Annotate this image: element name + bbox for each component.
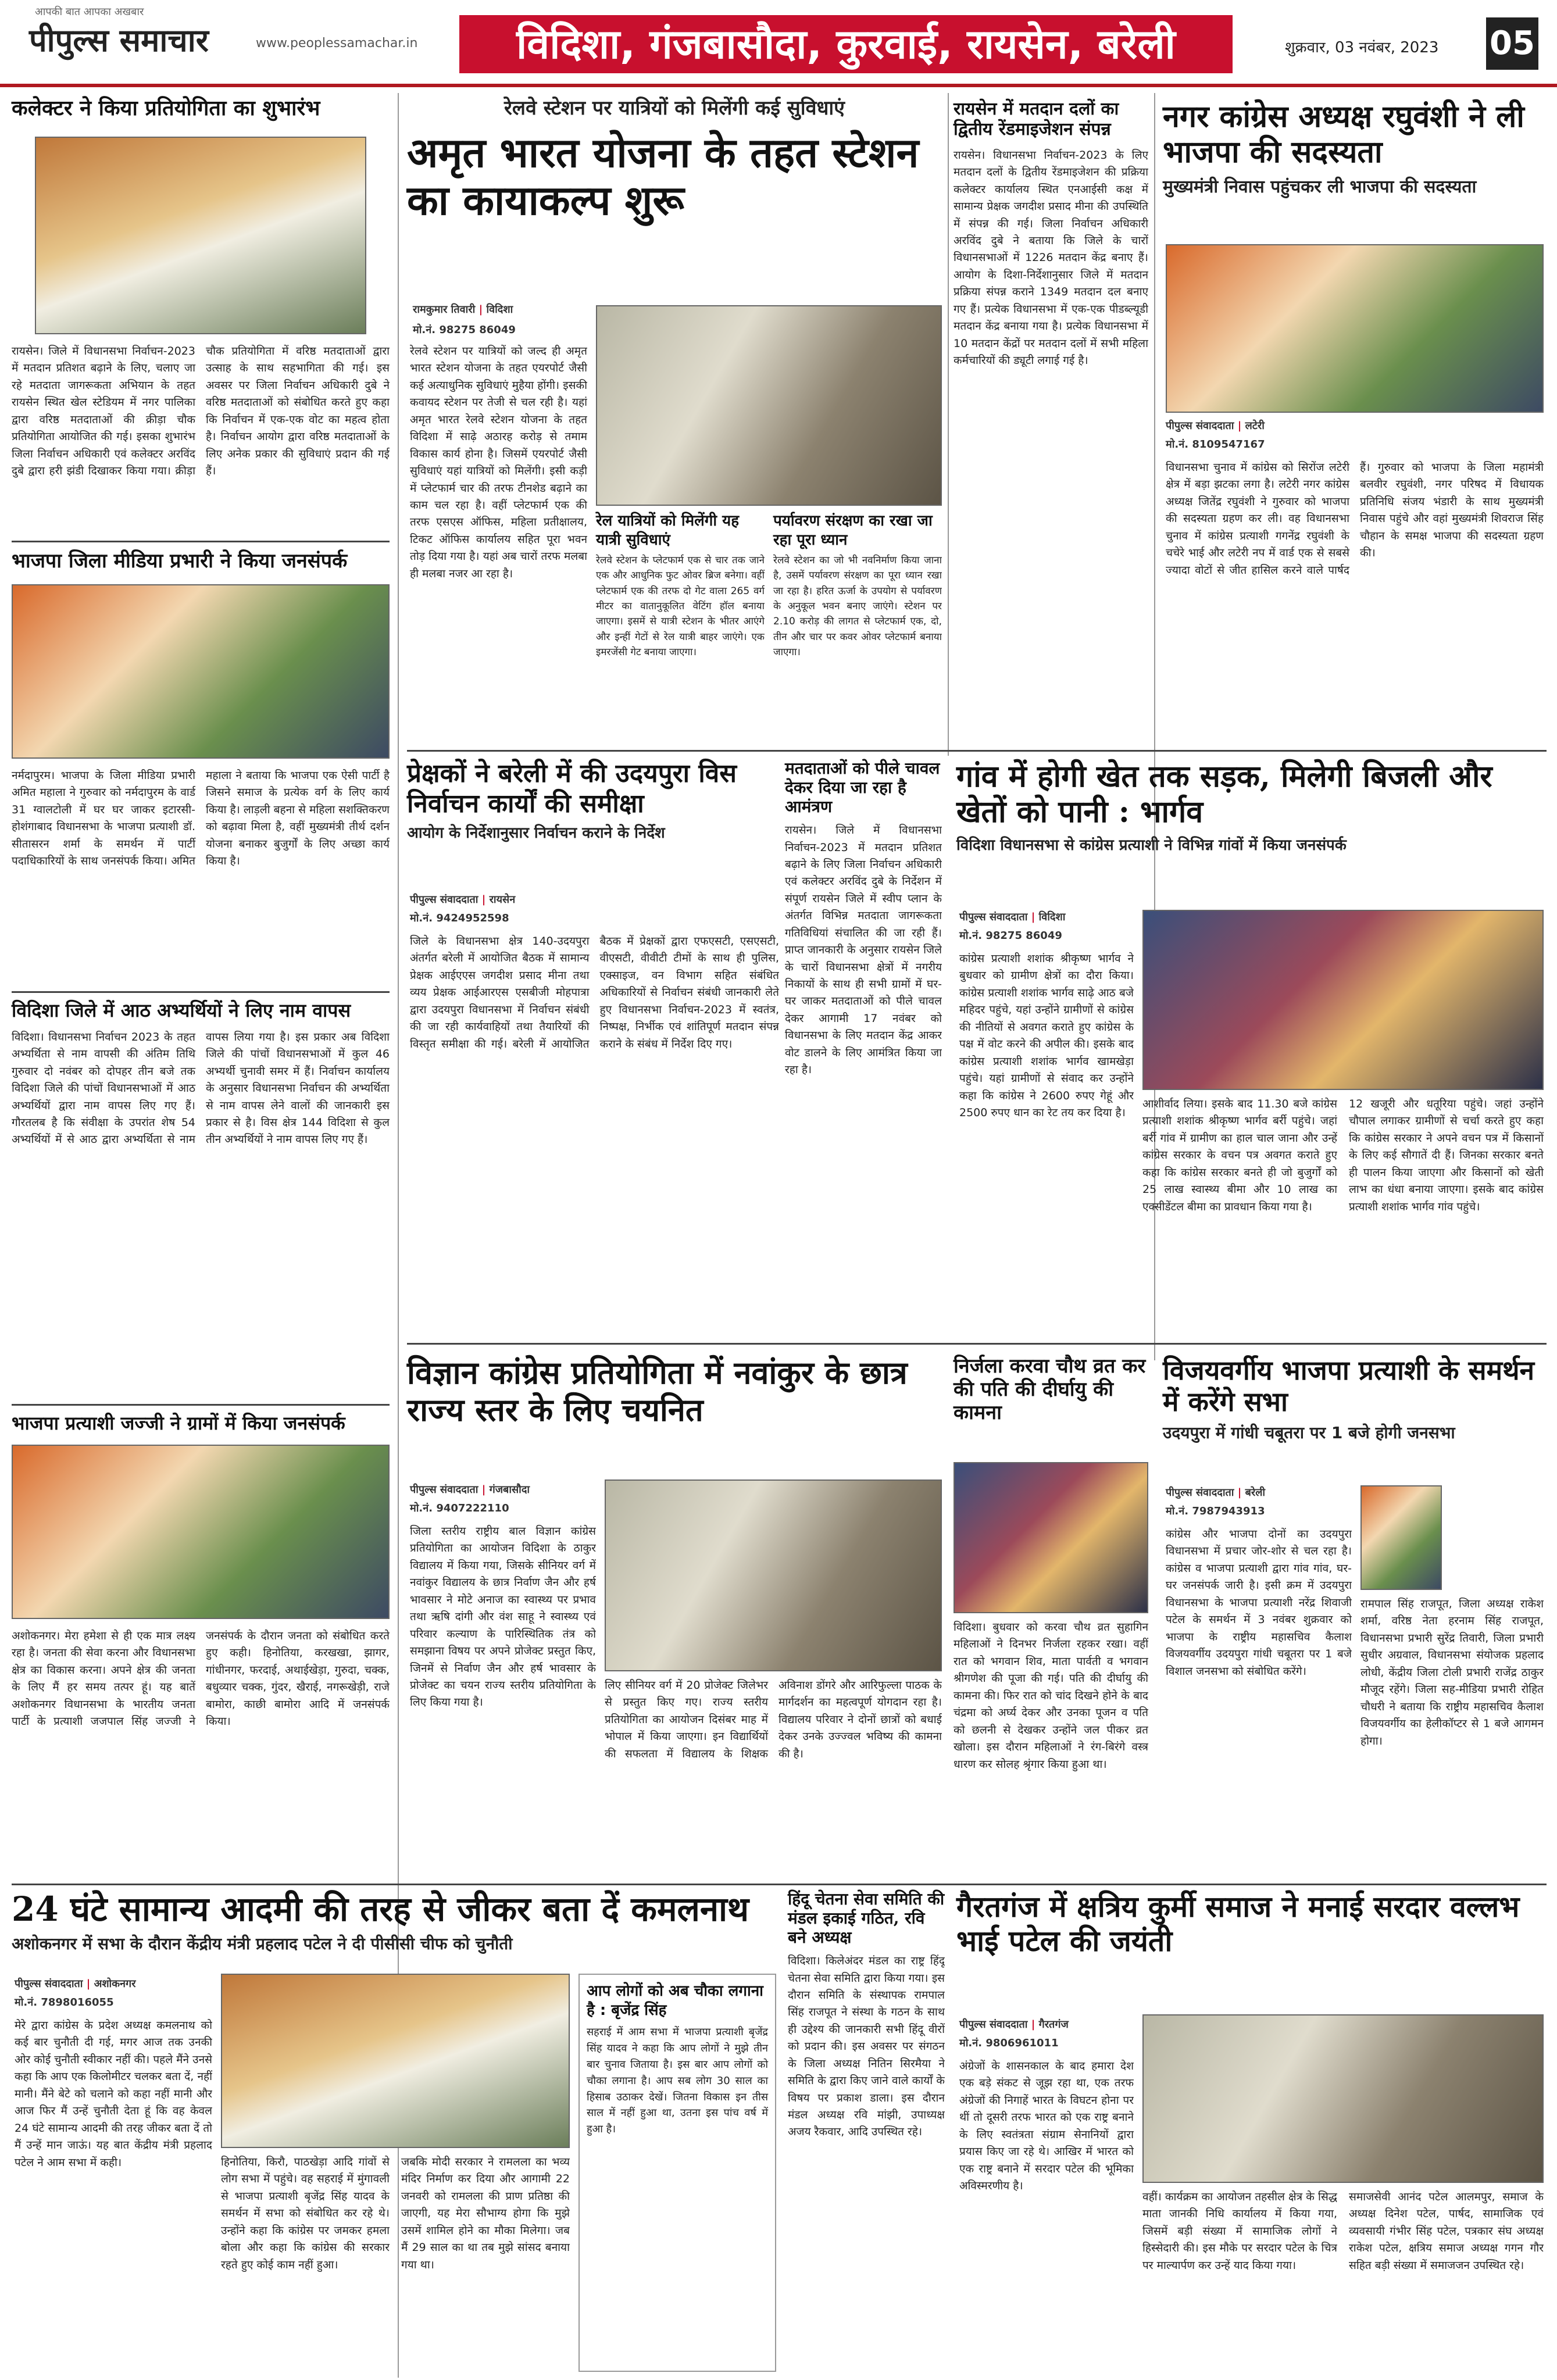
byline: पीपुल्स संवाददाता | लटेरी bbox=[1166, 420, 1265, 432]
article-kamalnath-challenge[interactable] bbox=[12, 1889, 779, 1954]
divider bbox=[407, 750, 1547, 752]
article-candidates-withdraw[interactable] bbox=[12, 1000, 390, 1401]
author-name: पीपुल्स संवाददाता bbox=[959, 911, 1028, 923]
mobile-number: मो.नं. 7898016055 bbox=[15, 1996, 114, 2009]
article-body: अंग्रेजों के शासनकाल के बाद हमारा देश एक बड़े संकट से जूझ रहा था, एक तरफ अंग्रेजों की निगाहें भारत के विघटन होना पर थीं तो दूसरी तरफ भारत को एक राष्ट्र बनाने के लिए स्वतंत्रता संग्राम सेनानियों द्वारा प्रयास किए जा रहे थे। आखिर में भारत को एक राष्ट्र बनाने में सरदार पटेल की भूमिका अविस्मरणीय है। bbox=[959, 2060, 1134, 2193]
article-body-continued: रामपाल सिंह राजपूत, जिला अध्यक्ष राकेश शर्मा, वरिष्ठ नेता हरनाम सिंह राजपूत, विधानसभा प्रभारी सुरेंद्र तिवारी, जिला प्रभारी सुधीर अग्रवाल, विधानसभा संयोजक प्रहलाद लोधी, केंद्रीय जिला टोली प्रभारी राजेंद्र ठाकुर मौजूद रहेंगे। जिला सह-मीडिया प्रभारी रोहित चौधरी ने बताया कि राष्ट्रीय महासचिव कैलाश विजयवर्गीय का हेलीकॉप्टर से 1 बजे आगमन होगा। bbox=[1360, 1598, 1544, 1748]
article-title[interactable]: विज्ञान कांग्रेस प्रतियोगिता में नवांकुर के छात्र राज्य स्तर के लिए चयनित bbox=[407, 1354, 908, 1428]
article-body: विदिशा। बुधवार को करवा चौथ व्रत सुहागिन महिलाओं ने दिनभर निर्जला रहकर रखा। वहीं रात को भगवान शिव, माता पार्वती व भगवान श्रीगणेश की पूजा की गई। पति की दीर्घायु की कामना की। फिर रात को चांद दिखने होने के बाद चंद्रमा को अर्घ्य देकर और उनका पूजन व पति को छलनी से देखकर उन्होंने जल पीकर व्रत खोला। इस दौरान महिलाओं ने रंग-बिरंगे वस्त्र धारण कर सोलह श्रृंगार किया हुआ था। bbox=[954, 1621, 1148, 1771]
article-body: रायसेन। जिले में विधानसभा निर्वाचन-2023 में मतदान प्रतिशत बढ़ाने के लिए, चलाए जा रहे मतदाता जागरूकता अभियान के तहत रायसेन स्थित खेल स्टेडियम में नगर पालिका द्वारा वरिष्ठ मतदाताओं की क्रीड़ा चौक प्रतियोगिता आयोजित की गई। इसका शुभारंभ जिला निर्वाचन अधिकारी एवं कलेक्टर अरविंद दुबे द्वारा हरी झंडी दिखाकर किया गया। क्रीड़ा चौक प्रतियोगिता में वरिष्ठ मतदाताओं द्वारा उत्साह के साथ सहभागिता की गई। इस अवसर पर जिला निर्वाचन अधिकारी दुबे ने वरिष्ठ मतदाताओं को संबोधित करते हुए कहा कि निर्वाचन में एक-एक वोट का महत्व होता है। निर्वाचन आयोग द्वारा वरिष्ठ मतदाताओं के लिए अनेक प्रकार की सुविधाएं प्रदान की गई हैं। bbox=[12, 345, 390, 478]
byline: पीपुल्स संवाददाता | गंजबासौदा bbox=[410, 1484, 530, 1496]
article-title[interactable]: प्रेक्षकों ने बरेली में की उदयपुरा विस निर्वाचन कार्यों की समीक्षा bbox=[407, 759, 737, 819]
photo bbox=[1142, 910, 1544, 1090]
photo bbox=[605, 1480, 942, 1671]
article-title[interactable]: विजयवर्गीय भाजपा प्रत्याशी के समर्थन में करेंगे सभा bbox=[1163, 1355, 1535, 1418]
article-subtitle: अशोकनगर में सभा के दौरान केंद्रीय मंत्री प्रहलाद पटेल ने दी पीसीसी चीफ को चुनौती bbox=[12, 1934, 513, 1954]
article-body: विधानसभा चुनाव में कांग्रेस को सिरोंज लटेरी क्षेत्र में बड़ा झटका लगा है। लटेरी नगर कांग्रेस अध्यक्ष जितेंद्र रघुवंशी ने गुरुवार को भाजपा की सदस्यता ग्रहण कर ली। वह विधानसभा चुनाव में कांग्रेस प्रत्याशी गगनेंद्र रघुवंशी के चचेरे भाई और लटेरी नप में वार्ड एक से सबसे ज्यादा वोटों से जीत हासिल करने वाले पार्षद हैं। गुरुवार को भाजपा के जिला महामंत्री बलवीर रघुवंशी, नगर परिषद में विधायक प्रतिनिधि संजय भंडारी के साथ मुख्यमंत्री निवास पहुंचे और वहां मुख्यमंत्री शिवराज सिंह चौहान के समक्ष भाजपा की सदस्यता ग्रहण की। bbox=[1166, 461, 1544, 577]
dateline-place: अशोकनगर bbox=[94, 1978, 136, 1990]
sidebar-body: सहराई में आम सभा में भाजपा प्रत्याशी बृजेंद्र सिंह यादव ने कहा कि आप लोगों ने मुझे तीन बार चुनाव जिताया है। इस बार आप लोगों को चौका लगाना है। आप सब लोग 30 साल का हिसाब उठाकर देखें। जितना विकास इन तीस साल में नहीं हुआ था, उतना इस पांच वर्ष में हुआ है। bbox=[587, 2026, 768, 2136]
dateline-place: विदिशा bbox=[1038, 911, 1066, 923]
article-title[interactable]: नगर कांग्रेस अध्यक्ष रघुवंशी ने ली भाजपा की सदस्यता bbox=[1163, 99, 1524, 170]
article-body: रायसेन। विधानसभा निर्वाचन-2023 के लिए मतदान दलों के द्वितीय रेंडमाइजेशन की प्रक्रिया कलेक्टर कार्यालय स्थित एनआईसी कक्ष में सामान्य प्रेक्षक जगदीश प्रसाद मीना की उपस्थिति में संपन्न की गई। जिला निर्वाचन अधिकारी अरविंद दुबे ने बताया कि जिले के चारों विधानसभाओं में 1226 मतदान केंद्र बनाए हैं। आयोग के दिशा-निर्देशानुसार जिले में मतदान प्रक्रिया संपन्न कराने 1349 मतदान दल बनाए गए हैं। प्रत्येक विधानसभा में एक-एक पीडब्ल्यूडी मतदान केंद्र बनाया गया है। प्रत्येक विधानसभा में 10 मतदान केंद्रों पर मतदान दलों में सभी महिला कर्मचारियों की ड्यूटी लगाई गई है। bbox=[954, 148, 1148, 367]
photo bbox=[954, 1462, 1148, 1613]
portrait-photo bbox=[1360, 1485, 1442, 1590]
photo bbox=[221, 1974, 570, 2148]
article-body: अशोकनगर। मेरा हमेशा से ही एक मात्र लक्ष्य रहा है। जनता की सेवा करना और विधानसभा क्षेत्र का विकास करना। अपने क्षेत्र की जनता के लिए मैं हर समय तत्पर हूं। यह बातें अशोकनगर विधानसभा के भारतीय जनता पार्टी के प्रत्याशी जजपाल सिंह जज्जी ने जनसंपर्क के दौरान जनता को संबोधित करते हुए कही। हिनोतिया, करखखा, झागर, गांधीनगर, फरदाई, अथाईखेड़ा, गुरुदा, चक्क, बधुव्यार चक्क, गुंदर, खैराई, नगरूखेड़ी, राजे बामोरा, काछी बामोरा आदि में जनसंपर्क किया। bbox=[12, 1629, 390, 1728]
divider bbox=[12, 991, 390, 993]
dateline-place: रायसेन bbox=[489, 894, 516, 906]
article-body-continued: समाजसेवी आनंद पटेल आलमपुर, समाज के अध्यक्ष दिनेश पटेल, पार्षद, सामाजिक एवं व्यवसायी गंभीर सिंह पटेल, पत्रकार संघ अध्यक्ष राकेश पटेल, क्षत्रिय समाज अध्यक्ष गगन गौर सहित बड़ी संख्या में समाजजन उपस्थित रहे। bbox=[1349, 2190, 1544, 2272]
author-name: रामकुमार तिवारी bbox=[413, 303, 476, 316]
article-randomization[interactable] bbox=[954, 99, 1148, 705]
article-congress-joins-bjp[interactable] bbox=[1163, 99, 1547, 198]
sidebar-title: पर्यावरण संरक्षण का रखा जा रहा पूरा ध्यान bbox=[773, 512, 933, 549]
author-name: पीपुल्स संवाददाता bbox=[1166, 1486, 1234, 1499]
article-title[interactable]: अमृत भारत योजना के तहत स्टेशन का कायाकल्प शुरू bbox=[407, 128, 919, 225]
article-title[interactable]: गैरतगंज में क्षत्रिय कुर्मी समाज ने मनाई सरदार वल्लभ भाई पटेल की जयंती bbox=[956, 1889, 1520, 1958]
photo bbox=[35, 137, 366, 334]
article-body: कांग्रेस प्रत्याशी शशांक श्रीकृष्ण भार्गव ने बुधवार को ग्रामीण क्षेत्रों का दौरा किया। कांग्रेस प्रत्याशी शशांक भार्गव साढ़े आठ बजे महिदर पहुंचे, यहां उन्होंने ग्रामीणों से कांग्रेस की नीतियों से अवगत कराते हुए कांग्रेस के पक्ष में वोट करने की अपील की। इसके बाद कांग्रेस प्रत्याशी शशांक भार्गव खामखेड़ा पहुंचे। यहां ग्रामीणों से संवाद कर उन्होंने कहा कि कांग्रेस ने 2600 रुपए गेहूं और 2500 रुपए धान का रेट तय कर दिया है। bbox=[959, 952, 1134, 1119]
dateline-place: विदिशा bbox=[486, 303, 513, 316]
article-body-continued: वहीं। कार्यक्रम का आयोजन तहसील क्षेत्र के सिद्ध माता जानकी निधि कार्यालय में किया गया, जिसमें बड़ी संख्या में सामाजिक लोगों ने हिस्सेदारी की। इस मौके पर सरदार पटेल के चित्र पर माल्यार्पण कर उन्हें याद किया गया। bbox=[1142, 2190, 1337, 2272]
article-karva-chauth[interactable] bbox=[954, 1355, 1148, 1771]
author-name: पीपुल्स संवाददाता bbox=[410, 894, 478, 906]
article-body: रेलवे स्टेशन पर यात्रियों को जल्द ही अमृत भारत स्टेशन योजना के तहत एयरपोर्ट जैसी कई अत्याधुनिक सुविधाएं मुहैया होंगी। इसकी कवायद स्टेशन पर तेजी से चल रही है। यहां अमृत भारत रेलवे स्टेशन योजना के तहत विदिशा में साढ़े अठारह करोड़ से तमाम विकास कार्य होना है। जिसमें एयरपोर्ट जैसी सुविधाएं यहां यात्रियों को मिलेंगी। इसी कड़ी में प्लेटफार्म चार की तरफ टीनशेड बढ़ाने का काम चल रहा है। वहीं प्लेटफार्म एक की तरफ एसएस ऑफिस, महिला प्रतीक्षालय, टिकट ऑफिस कार्यालय सहित पूरा भवन तोड़ दिया गया है। यहां अब चारों तरफ मलबा ही मलबा नजर आ रहा है। bbox=[410, 345, 587, 580]
photo bbox=[12, 1445, 390, 1619]
divider bbox=[12, 1884, 1547, 1885]
sidebar-facilities bbox=[596, 512, 765, 727]
article-bjp-media[interactable] bbox=[12, 549, 390, 868]
sidebar-body: रेलवे स्टेशन के प्लेटफार्म एक से चार तक जाने एक और आधुनिक फुट ओवर ब्रिज बनेगा। वहीं प्लेटफार्म एक की तरफ दो गेट वाला 265 वर्ग मीटर का वातानुकूलित वेटिंग हॉल बनाया जाएगा। इसमें से यात्री स्टेशन के भीतर आएंगे और इन्हीं गेटों से रेल यात्री बाहर जाएंगे। एक इमरजेंसी गेट बनाया जाएगा। bbox=[596, 555, 765, 659]
article-body-continued: लिए सीनियर वर्ग में 20 प्रोजेक्ट जिलेभर से प्रस्तुत किए गए। राज्य स्तरीय प्रतियोगिता का आयोजन दिसंबर माह में भोपाल में किया जाएगा। इन विद्यार्थियों की सफलता में विद्यालय के शिक्षक अविनाश डोंगरे और आरिफुल्ला पाठक के मार्गदर्शन का महत्वपूर्ण योगदान रहा है। विद्यालय परिवार ने दोनों छात्रों को बधाई देकर उनके उज्ज्वल भविष्य की कामना की है। bbox=[605, 1679, 942, 1760]
mobile-number: मो.नं. 98275 86049 bbox=[959, 930, 1062, 942]
mobile-number: मो.नं. 9806961011 bbox=[959, 2037, 1059, 2049]
byline: पीपुल्स संवाददाता | विदिशा bbox=[959, 911, 1066, 923]
article-hindu-chetna[interactable] bbox=[788, 1889, 945, 2325]
article-railway-station[interactable] bbox=[407, 96, 942, 225]
article-title[interactable]: विदिशा जिले में आठ अभ्यर्थियों ने लिए नाम वापस bbox=[12, 999, 351, 1021]
photo bbox=[1142, 2014, 1544, 2183]
article-patel-jayanti[interactable] bbox=[956, 1889, 1547, 1958]
article-vijayvargiya-rally[interactable] bbox=[1163, 1355, 1547, 1443]
article-title[interactable]: भाजपा जिला मीडिया प्रभारी ने किया जनसंपर्क bbox=[12, 549, 348, 573]
article-kicker: रेलवे स्टेशन पर यात्रियों को मिलेंगी कई सुविधाएं bbox=[504, 97, 845, 120]
divider bbox=[407, 1343, 1547, 1345]
article-observers-review[interactable] bbox=[407, 759, 773, 842]
article-subtitle: मुख्यमंत्री निवास पहुंचकर ली भाजपा की सदस्यता bbox=[1163, 176, 1477, 197]
divider bbox=[12, 541, 390, 542]
article-body: जिला स्तरीय राष्ट्रीय बाल विज्ञान कांग्रेस प्रतियोगिता का आयोजन विदिशा के ठाकुर विद्यालय में किया गया, जिसके सीनियर वर्ग में नवांकुर विद्यालय के छात्र निर्वाण जैन और हर्ष भावसार ने मोटे अनाज का स्वास्थ्य पर प्रभाव तथा ऋषि दांगी और वंश साहू ने स्वास्थ्य एवं परिवार कल्याण के पारिस्थितिक तंत्र को समझाना विषय पर अपने प्रोजेक्ट प्रस्तुत किए, जिनमें से निर्वाण जैन और हर्ष भावसार के प्रोजेक्ट का चयन राज्य स्तरीय प्रतियोगिता के लिए किया गया है। bbox=[410, 1525, 596, 1709]
article-subtitle: उदयपुरा में गांधी चबूतरा पर 1 बजे होगी जनसभा bbox=[1163, 1423, 1455, 1442]
article-title[interactable]: कलेक्टर ने किया प्रतियोगिता का शुभारंभ bbox=[12, 96, 320, 120]
dateline-place: गंजबासौदा bbox=[489, 1484, 530, 1496]
sidebar-body: रेलवे स्टेशन का जो भी नवनिर्माण किया जाना है, उसमें पर्यावरण संरक्षण का पूरा ध्यान रखा जा रहा है। हरित ऊर्जा के उपयोग से पर्यावरण के अनुकूल भवन बनाए जाएंगे। स्टेशन पर 2.10 करोड़ की लागत से प्लेटफार्म एक, दो, तीन और चार पर कवर ओवर प्लेटफार्म बनाया जाएगा। bbox=[773, 555, 942, 659]
article-body: कांग्रेस और भाजपा दोनों का उदयपुरा विधानसभा में प्रचार जोर-शोर से चल रहा है। कांग्रेस व भाजपा प्रत्याशी द्वारा गांव गांव, घर-घर जनसंपर्क जारी है। इसी क्रम में उदयपुरा विधानसभा के भाजपा प्रत्याशी नरेंद्र शिवाजी पटेल के समर्थन में 3 नवंबर शुक्रवार को भाजपा के राष्ट्रीय महासचिव कैलाश विजयवर्गीय उदयपुरा गांधी चबूतरा पर 1 बजे विशाल जनसभा को संबोधित करेंगे। bbox=[1166, 1528, 1352, 1678]
author-name: पीपुल्स संवाददाता bbox=[410, 1484, 478, 1496]
dateline-place: लटेरी bbox=[1245, 420, 1265, 432]
byline: रामकुमार तिवारी | विदिशा bbox=[413, 303, 513, 316]
mobile-number: मो.नं. 9424952598 bbox=[410, 912, 509, 924]
article-yellow-rice[interactable] bbox=[785, 759, 942, 1305]
mobile-number: मो.नं. 9407222110 bbox=[410, 1502, 509, 1514]
article-body: विदिशा। विधानसभा निर्वाचन 2023 के तहत अभ्यर्थिता से नाम वापसी की अंतिम तिथि गुरुवार दो नवंबर को दोपहर तीन बजे तक विदिशा जिले की पांचों विधानसभाओं में आठ अभ्यर्थियों द्वारा नाम वापस लिए गए हैं। गौरतलब है कि संवीक्षा के उपरांत शेष 54 अभ्यर्थियों में से आठ द्वारा अभ्यर्थिता से नाम वापस लिया गया है। इस प्रकार अब विदिशा जिले की पांचों विधानसभाओं में कुल 46 अभ्यर्थी चुनावी समर में हैं। निर्वाचन कार्यालय के अनुसार विधानसभा निर्वाचन की अभ्यर्थिता से नाम वापस लेने वालों की जानकारी इस प्रकार से है। विस क्षेत्र 144 विदिशा से कुल तीन अभ्यर्थियों ने नाम वापस लिए गए हैं। bbox=[12, 1030, 390, 1146]
article-title[interactable]: रायसेन में मतदान दलों का द्वितीय रेंडमाइजेशन संपन्न bbox=[954, 99, 1119, 140]
publication-date: शुक्रवार, 03 नवंबर, 2023 bbox=[1285, 39, 1439, 56]
mobile-number: मो.नं. 8109547167 bbox=[1166, 438, 1265, 451]
article-body-continued: 12 खजूरी और धतूरिया पहुंचे। जहां उन्होंने चौपाल लगाकर ग्रामीणों से चर्चा करते हुए कहा कि कांग्रेस सरकार ने अपने वचन पत्र में किसानों के लिए कई सौगातें दी हैं। जिनका सरकार बनते ही पालन किया जाएगा और किसानों को खेती लाभ का धंधा बनाया जाएगा। इसके बाद कांग्रेस प्रत्याशी शशांक भार्गव गांव पहुंचे। bbox=[1349, 1098, 1544, 1213]
article-collector-competition[interactable] bbox=[12, 96, 390, 478]
byline: पीपुल्स संवाददाता | अशोकनगर bbox=[15, 1978, 136, 1990]
author-name: पीपुल्स संवाददाता bbox=[959, 2018, 1028, 2031]
photo bbox=[12, 584, 390, 759]
section-banner: विदिशा, गंजबासौदा, कुरवाई, रायसेन, बरेली bbox=[459, 15, 1233, 73]
station-photo bbox=[596, 305, 942, 506]
article-body: नर्मदापुरम। भाजपा के जिला मीडिया प्रभारी अमित महाला ने गुरुवार को नर्मदापुरम के वार्ड 31 ग्वालटोली में घर घर जाकर इटारसी-होशंगाबाद विधानसभा के भाजपा प्रत्याशी डॉ. सीतासरन शर्मा के समर्थन में पार्टी पदाधिकारियों के साथ जनसंपर्क किया। अमित महाला ने बताया कि भाजपा एक ऐसी पार्टी है जिसने समाज के प्रत्येक वर्ग के लिए कार्य किया है। लाड़ली बहना से महिला सशक्तिकरण को बढ़ावा मिला है, वहीं मुख्यमंत्री तीर्थ दर्शन योजना बनाकर बुजुर्गों के लिए अच्छा कार्य किया है। bbox=[12, 769, 390, 868]
sidebar-title: रेल यात्रियों को मिलेंगी यह यात्री सुविधाएं bbox=[596, 512, 740, 549]
sidebar-box bbox=[578, 1974, 776, 2372]
article-title[interactable]: हिंदू चेतना सेवा समिति की मंडल इकाई गठित, रवि बने अध्यक्ष bbox=[788, 1889, 945, 1947]
masthead-tagline: आपकी बात आपका अखबार bbox=[35, 6, 144, 18]
website-link[interactable]: www.peoplessamachar.in bbox=[256, 36, 418, 51]
article-science-congress[interactable] bbox=[407, 1355, 942, 1428]
divider bbox=[12, 1404, 390, 1406]
dateline-place: बरेली bbox=[1245, 1486, 1266, 1499]
article-title[interactable]: 24 घंटे सामान्य आदमी की तरह से जीकर बता दें कमलनाथ bbox=[12, 1889, 749, 1929]
author-name: पीपुल्स संवाददाता bbox=[15, 1978, 83, 1990]
article-subtitle: आयोग के निर्देशानुसार निर्वाचन कराने के निर्देश bbox=[407, 824, 665, 842]
article-body: मेरे द्वारा कांग्रेस के प्रदेश अध्यक्ष कमलनाथ को कई बार चुनौती दी गई, मगर आज तक उनकी ओर कोई चुनौती स्वीकार नहीं की। पहले मैंने उनसे कहा कि आप एक किलोमीटर चलकर बता दें, नहीं मानी। मैंने बेटे को चलाने को कहा नहीं मानी और आज फिर मैं उन्हें चुनौती देता हूं कि वह केवल 24 घंटे सामान्य आदमी की तरह जीकर बता दें तो मैं उन्हें मान जाऊं। यह बात केंद्रीय मंत्री प्रहलाद पटेल ने आम सभा में कही। bbox=[15, 2019, 212, 2169]
dateline-place: गैरतगंज bbox=[1038, 2018, 1069, 2031]
article-body: जिले के विधानसभा क्षेत्र 140-उदयपुरा अंतर्गत बरेली में आयोजित बैठक में सामान्य प्रेक्षक आईएएस जगदीश प्रसाद मीना तथा व्यय प्रेक्षक आईआरएस एसबीजी मोहपात्रा द्वारा उदयपुरा विधानसभा में निर्वाचन संबंधी की जा रही कार्यवाहियों तथा तैयारियों की विस्तृत समीक्षा की गई। बरेली में आयोजित बैठक में प्रेक्षकों द्वारा एफएसटी, एसएसटी, वीएसटी, वीवीटी टीमों के साथ ही पुलिस, एक्साइज, वन विभाग सहित संबंधित अधिकारियों से निर्वाचन संबंधी जानकारी लेते हुए विधानसभा निर्वाचन-2023 में स्वतंत्र, निष्पक्ष, निर्भीक एवं शांतिपूर्ण मतदान संपन्न कराने के संबंध में निर्देश दिए गए। bbox=[410, 935, 779, 1050]
article-body: विदिशा। किलेअंदर मंडल का राष्ट्र हिंदू चेतना सेवा समिति द्वारा किया गया। इस दौरान समिति के संस्थापक रामपाल सिंह राजपूत ने संस्था के गठन के साथ ही उद्देश्य की जानकारी सभी हिंदू वीरों को प्रदान की। इस अवसर पर संगठन के जिला अध्यक्ष नितिन सिरमैया ने समिति के द्वारा किए जाने वाले कार्यों के विषय पर प्रकाश डाला। इस दौरान मंडल अध्यक्ष रवि मांझी, उपाध्यक्ष अजय रैकवार, आदि उपस्थित रहे। bbox=[788, 1954, 945, 2139]
masthead bbox=[0, 0, 1557, 87]
byline: पीपुल्स संवाददाता | गैरतगंज bbox=[959, 2018, 1069, 2031]
article-body: रायसेन। जिले में विधानसभा निर्वाचन-2023 में मतदान प्रतिशत बढ़ाने के लिए जिला निर्वाचन अधिकारी एवं कलेक्टर अरविंद दुबे के निर्देशन में संपूर्ण रायसेन जिले में स्वीप प्लान के अंतर्गत विभिन्न मतदाता जागरूकता गतिविधियां संचालित की जा रही हैं। प्राप्त जानकारी के अनुसार रायसेन जिले के चारों विधानसभा क्षेत्रों में नगरीय निकायों के साथ ही सभी ग्रामों में घर-घर जाकर मतदाताओं को पीले चावल देकर आगामी 17 नवंबर को विधानसभा के लिए मतदान केंद्र आकर वोट डालने के लिए आमंत्रित किया जा रहा है। bbox=[785, 824, 942, 1077]
article-jajji-campaign[interactable] bbox=[12, 1412, 390, 1728]
newspaper-logo[interactable]: पीपुल्स समाचार bbox=[29, 22, 209, 59]
article-title[interactable]: मतदाताओं को पीले चावल देकर दिया जा रहा है आमंत्रण bbox=[785, 759, 940, 817]
author-name: पीपुल्स संवाददाता bbox=[1166, 420, 1234, 432]
mobile-number: मो.नं. 98275 86049 bbox=[413, 324, 516, 336]
article-subtitle: विदिशा विधानसभा से कांग्रेस प्रत्याशी ने विभिन्न गांवों में किया जनसंपर्क bbox=[956, 836, 1347, 854]
article-title[interactable]: गांव में होगी खेत तक सड़क, मिलेगी बिजली और खेतों को पानी : भार्गव bbox=[956, 759, 1492, 830]
page-number: 05 bbox=[1486, 17, 1538, 70]
article-bhargava-village[interactable] bbox=[956, 759, 1547, 855]
article-body-continued: आशीर्वाद लिया। इसके बाद 11.30 बजे कांग्रेस प्रत्याशी शशांक श्रीकृष्ण भार्गव बर्री पहुंचे। जहां बर्री गांव में ग्रामीण का हाल चाल जाना और उन्हें कांग्रेस सरकार के वचन पत्र अवगत कराते हुए कहा कि कांग्रेस सरकार बनते ही जो बुजुर्गों को 25 लाख स्वास्थ्य बीमा और 10 लाख का एक्सीडेंटल बीमा का प्रावधान किया गया है। bbox=[1142, 1098, 1337, 1213]
article-title[interactable]: निर्जला करवा चौथ व्रत कर की पति की दीर्घायु की कामना bbox=[954, 1355, 1146, 1425]
byline: पीपुल्स संवाददाता | रायसेन bbox=[410, 894, 516, 906]
article-body-continued: हिनोतिया, किरौ, पाठखेड़ा आदि गांवों से लोग सभा में पहुंचे। वह सहराई में मुंगावली से भाजपा प्रत्याशी बृजेंद्र सिंह यादव के समर्थन में सभा को संबोधित कर रहे थे। उन्होंने कहा कि कांग्रेस पर जमकर हमला बोला और कहा कि कांग्रेस की सरकार रहते हुए कोई काम नहीं हुआ। bbox=[221, 2156, 390, 2271]
column-rule bbox=[948, 93, 949, 756]
byline: पीपुल्स संवाददाता | बरेली bbox=[1166, 1486, 1266, 1499]
sidebar-title: आप लोगों को अब चौका लगाना है : बृजेंद्र सिंह bbox=[587, 1982, 763, 2019]
article-body-continued: जबकि मोदी सरकार ने रामलला का भव्य मंदिर निर्माण कर दिया और आगामी 22 जनवरी को रामलला की प्राण प्रतिष्ठा की जाएगी, यह मेरा सौभाग्य होगा कि मुझे उसमें शामिल होने का मौका मिलेगा। जब मैं 29 साल का था तब मुझे सांसद बनाया गया था। bbox=[401, 2156, 570, 2271]
photo bbox=[1166, 244, 1544, 413]
sidebar-environment bbox=[773, 512, 942, 727]
article-title[interactable]: भाजपा प्रत्याशी जज्जी ने ग्रामों में किया जनसंपर्क bbox=[12, 1412, 345, 1434]
mobile-number: मो.नं. 7987943913 bbox=[1166, 1505, 1265, 1517]
